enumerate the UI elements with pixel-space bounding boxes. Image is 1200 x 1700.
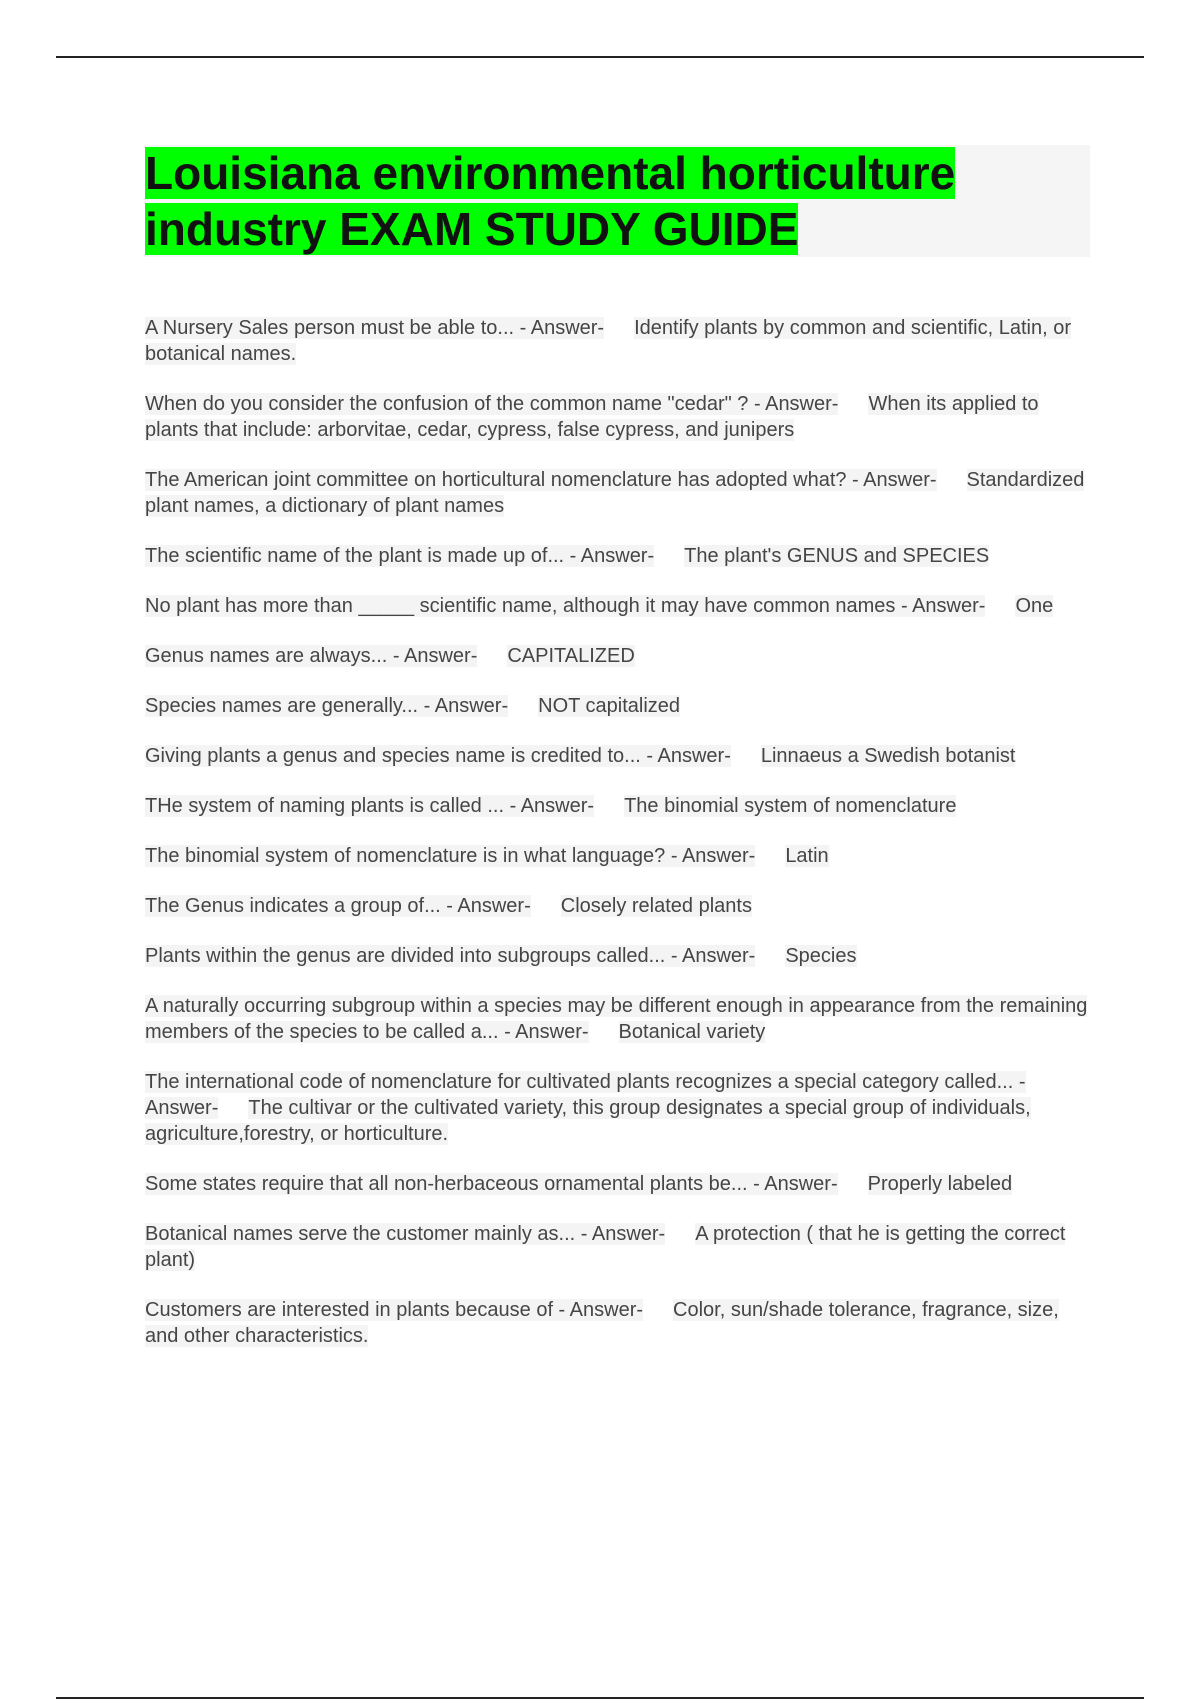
question-text: A Nursery Sales person must be able to... - Answer- — [145, 317, 605, 339]
qa-item — [145, 993, 1090, 1045]
answer-text: The plant's GENUS and SPECIES — [684, 545, 990, 567]
question-text: The American joint committee on horticultural nomenclature has adopted what? - Answer- — [145, 469, 937, 491]
question-text: Species names are generally... - Answer- — [145, 695, 509, 717]
question-text: Botanical names serve the customer mainly as... - Answer- — [145, 1223, 666, 1245]
answer-text: Closely related plants — [560, 895, 752, 917]
answer-text: Linnaeus a Swedish botanist — [760, 745, 1016, 767]
question-text: The Genus indicates a group of... - Answer- — [145, 895, 531, 917]
qa-item — [145, 391, 1090, 443]
answer-text: A protection ( that he is getting the correct plant) — [145, 1223, 1066, 1271]
answer-text: Properly labeled — [867, 1173, 1013, 1195]
answer-text: The binomial system of nomenclature — [624, 795, 957, 817]
qa-item — [145, 593, 1090, 619]
bottom-rule — [56, 1697, 1144, 1699]
question-text: The scientific name of the plant is made up of... - Answer- — [145, 545, 655, 567]
question-text: Some states require that all non-herbaceous ornamental plants be... - Answer- — [145, 1173, 838, 1195]
qa-item — [145, 1221, 1090, 1273]
answer-text: Botanical variety — [618, 1021, 766, 1043]
question-text: Genus names are always... - Answer- — [145, 645, 478, 667]
qa-item — [145, 1171, 1090, 1197]
answer-text: One — [1015, 595, 1054, 617]
qa-item — [145, 1297, 1090, 1349]
top-rule — [56, 56, 1144, 58]
qa-item — [145, 893, 1090, 919]
qa-item — [145, 693, 1090, 719]
question-text: Giving plants a genus and species name is credited to... - Answer- — [145, 745, 731, 767]
question-text: THe system of naming plants is called ... - Answer- — [145, 795, 595, 817]
qa-list — [145, 315, 1090, 1349]
answer-text: Identify plants by common and scientific, Latin, or botanical names. — [145, 317, 1071, 365]
title-line-2: industry EXAM STUDY GUIDE — [145, 203, 799, 255]
qa-item — [145, 467, 1090, 519]
document-title — [145, 145, 1090, 257]
qa-item — [145, 843, 1090, 869]
answer-text: NOT capitalized — [538, 695, 681, 717]
question-text: Customers are interested in plants because of - Answer- — [145, 1299, 644, 1321]
title-line-1: Louisiana environmental horticulture — [145, 147, 956, 199]
answer-text: The cultivar or the cultivated variety, this group designates a special group of individuals, agriculture,forestry, or horticulture. — [145, 1097, 1031, 1145]
question-text: No plant has more than _____ scientific name, although it may have common names - Answer- — [145, 595, 986, 617]
question-text: When do you consider the confusion of the common name "cedar" ? - Answer- — [145, 393, 839, 415]
question-text: The international code of nomenclature for cultivated plants recognizes a special category called... - Answer- — [145, 1071, 1026, 1119]
question-text: A naturally occurring subgroup within a species may be different enough in appearance from the remaining members of the species to be called a... - Answer- — [145, 995, 1088, 1043]
document-body — [145, 145, 1090, 1373]
qa-item — [145, 943, 1090, 969]
answer-text: When its applied to plants that include: arborvitae, cedar, cypress, false cypress, and junipers — [145, 393, 1039, 441]
answer-text: CAPITALIZED — [507, 645, 635, 667]
answer-text: Species — [785, 945, 857, 967]
qa-item — [145, 315, 1090, 367]
qa-item — [145, 1069, 1090, 1147]
title-block — [145, 145, 1090, 257]
qa-item — [145, 543, 1090, 569]
qa-item — [145, 793, 1090, 819]
qa-item — [145, 743, 1090, 769]
question-text: The binomial system of nomenclature is in what language? - Answer- — [145, 845, 756, 867]
question-text: Plants within the genus are divided into subgroups called... - Answer- — [145, 945, 756, 967]
qa-item — [145, 643, 1090, 669]
answer-text: Latin — [785, 845, 829, 867]
answer-text: Standardized plant names, a dictionary of plant names — [145, 469, 1085, 517]
answer-text: Color, sun/shade tolerance, fragrance, size, and other characteristics. — [145, 1299, 1059, 1347]
